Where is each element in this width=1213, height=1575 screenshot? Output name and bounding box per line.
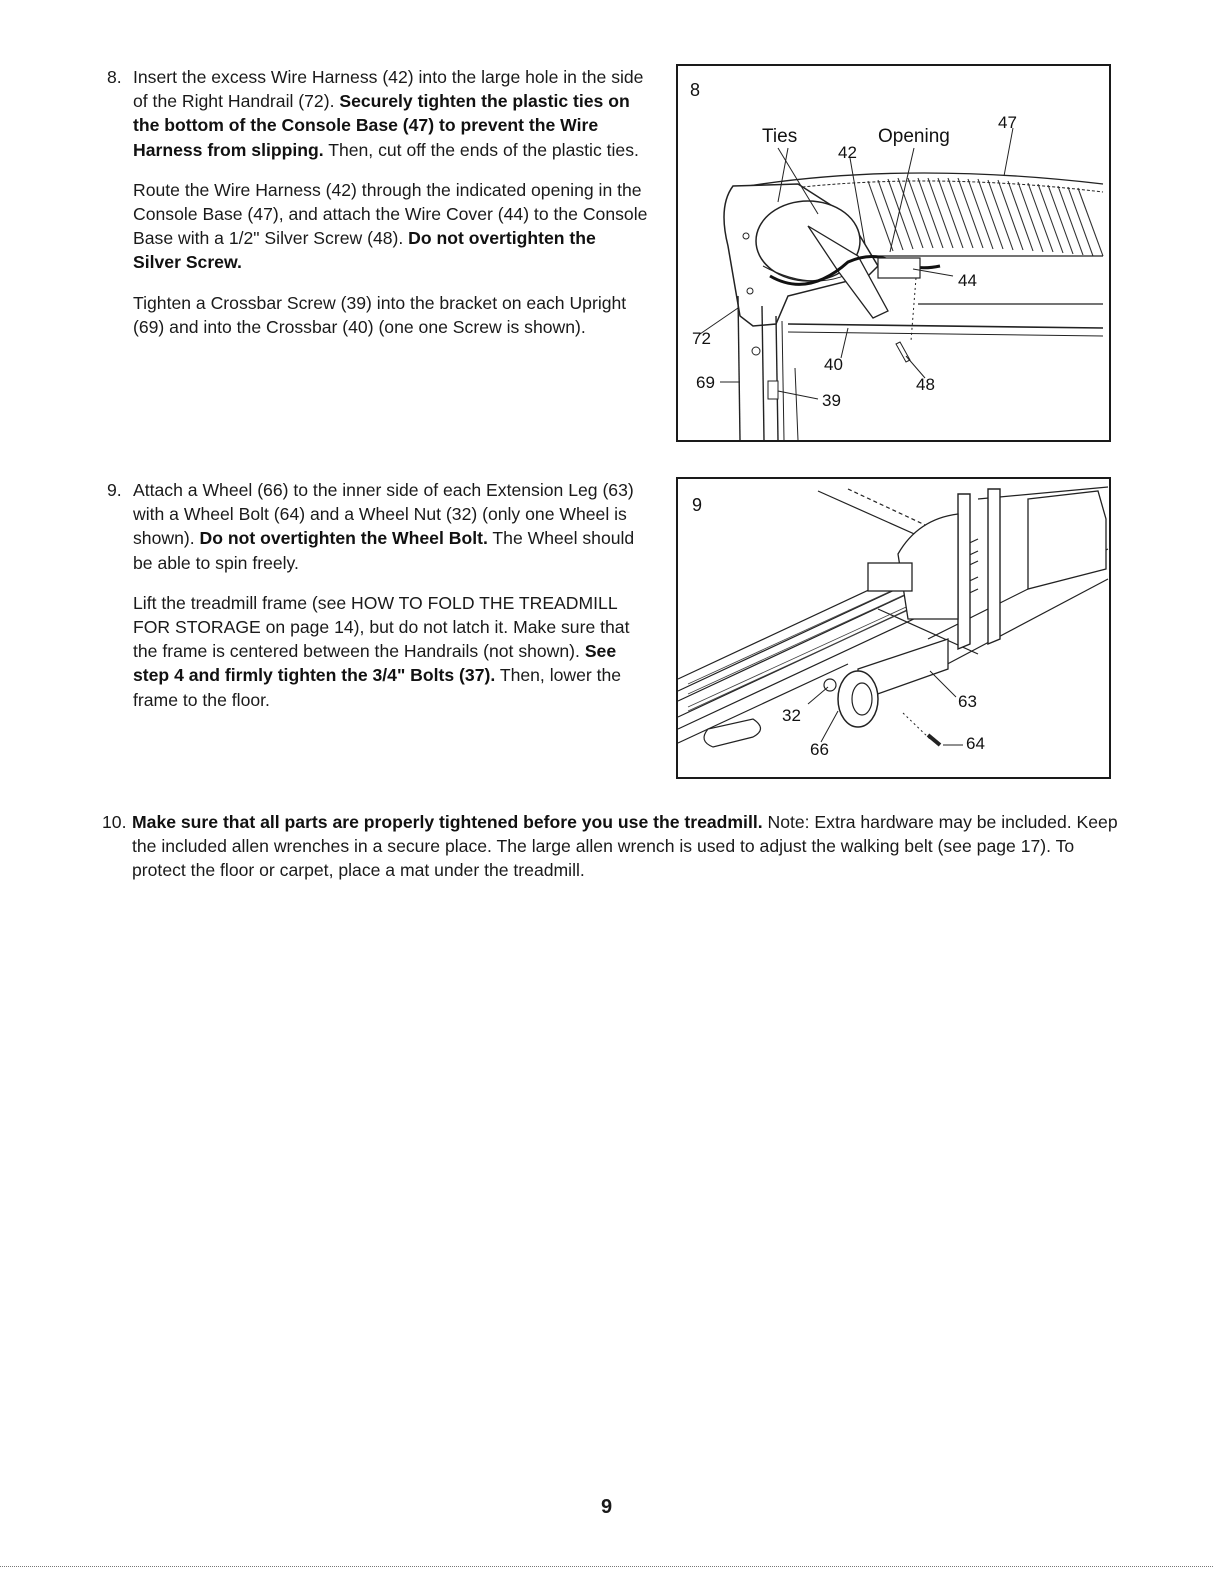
emphasis-text: Securely tighten the plastic ties on the bottom of the Console Base (47) to prevent the Wire Harness from slipping.: [133, 91, 630, 160]
label-69: 69: [696, 373, 715, 392]
page-number: 9: [600, 1496, 613, 1518]
label-42: 42: [838, 143, 857, 162]
body-text: Attach a Wheel (66) to the inner side of each Extension Leg (63) with a Wheel Bolt (64) and a Wheel Nut (32) (only one Wheel is shown).: [133, 480, 634, 549]
body-text: Insert the excess Wire Harness (42) into the large hole in the side of the Right Handrail (72).: [133, 67, 644, 112]
instruction-paragraph: [133, 65, 648, 162]
instruction-paragraph: [133, 291, 648, 339]
body-text: The Wheel should be able to spin freely.: [133, 528, 635, 573]
figure-8: [676, 64, 1111, 442]
label-48: 48: [916, 375, 935, 394]
label-47: 47: [998, 113, 1017, 132]
body-text: Note: Extra hardware may be included. Keep the included allen wrenches in a secure place. The large allen wrench is used to adjust the walking belt (see page 17). To protect the floor or carpet, place a mat under the treadmill.: [132, 812, 1118, 881]
label-39: 39: [822, 391, 841, 410]
emphasis-text: Do not overtighten the Silver Screw.: [133, 228, 596, 273]
label-63: 63: [958, 692, 977, 711]
label-64: 64: [966, 734, 985, 753]
step-9: [107, 478, 648, 712]
body-text: Then, lower the frame to the floor.: [133, 665, 622, 710]
step-10: [102, 810, 1132, 883]
step-instructions: [133, 478, 648, 712]
label-66: 66: [810, 740, 829, 759]
label-opening: Opening: [878, 126, 950, 147]
emphasis-text: Do not overtighten the Wheel Bolt.: [199, 528, 488, 549]
instruction-paragraph: [133, 178, 648, 275]
instruction-paragraph: [133, 478, 648, 575]
step-number: 10.: [102, 812, 127, 832]
step-number: 8.: [107, 67, 122, 87]
figure-number: 9: [692, 495, 703, 515]
step-number: 9.: [107, 480, 122, 500]
emphasis-text: Make sure that all parts are properly tightened before you use the treadmill.: [132, 812, 763, 832]
body-text: Then, cut off the ends of the plastic ties.: [323, 139, 639, 160]
body-text: Lift the treadmill frame (see HOW TO FOLD THE TREADMILL FOR STORAGE on page 14), but do not latch it. Make sure that the frame is centered between the Handrails (not shown).: [133, 592, 630, 662]
label-40: 40: [824, 355, 843, 374]
step-instructions: [133, 65, 648, 339]
emphasis-text: See step 4 and firmly tighten the 3/4" Bolts (37).: [133, 641, 617, 686]
figure-9-illustration: [678, 479, 1109, 777]
instruction-paragraph: [133, 591, 648, 712]
instruction-paragraph: [132, 810, 1132, 883]
step-instructions: [132, 810, 1132, 883]
label-32: 32: [782, 706, 801, 725]
figure-number: 8: [690, 80, 701, 100]
body-text: Route the Wire Harness (42) through the indicated opening in the Console Base (47), and attach the Wire Cover (44) to the Console Base with a 1/2" Silver Screw (48).: [133, 179, 648, 249]
label-72: 72: [692, 329, 711, 348]
body-text: Tighten a Crossbar Screw (39) into the bracket on each Upright (69) and into the Crossbar (40) (one one Screw is shown).: [133, 292, 627, 337]
figure-8-illustration: [678, 66, 1109, 440]
label-ties: Ties: [762, 126, 798, 147]
scan-edge-divider: [0, 1566, 1213, 1567]
step-8: [107, 65, 648, 339]
label-44: 44: [958, 271, 977, 290]
figure-9: [676, 477, 1111, 779]
